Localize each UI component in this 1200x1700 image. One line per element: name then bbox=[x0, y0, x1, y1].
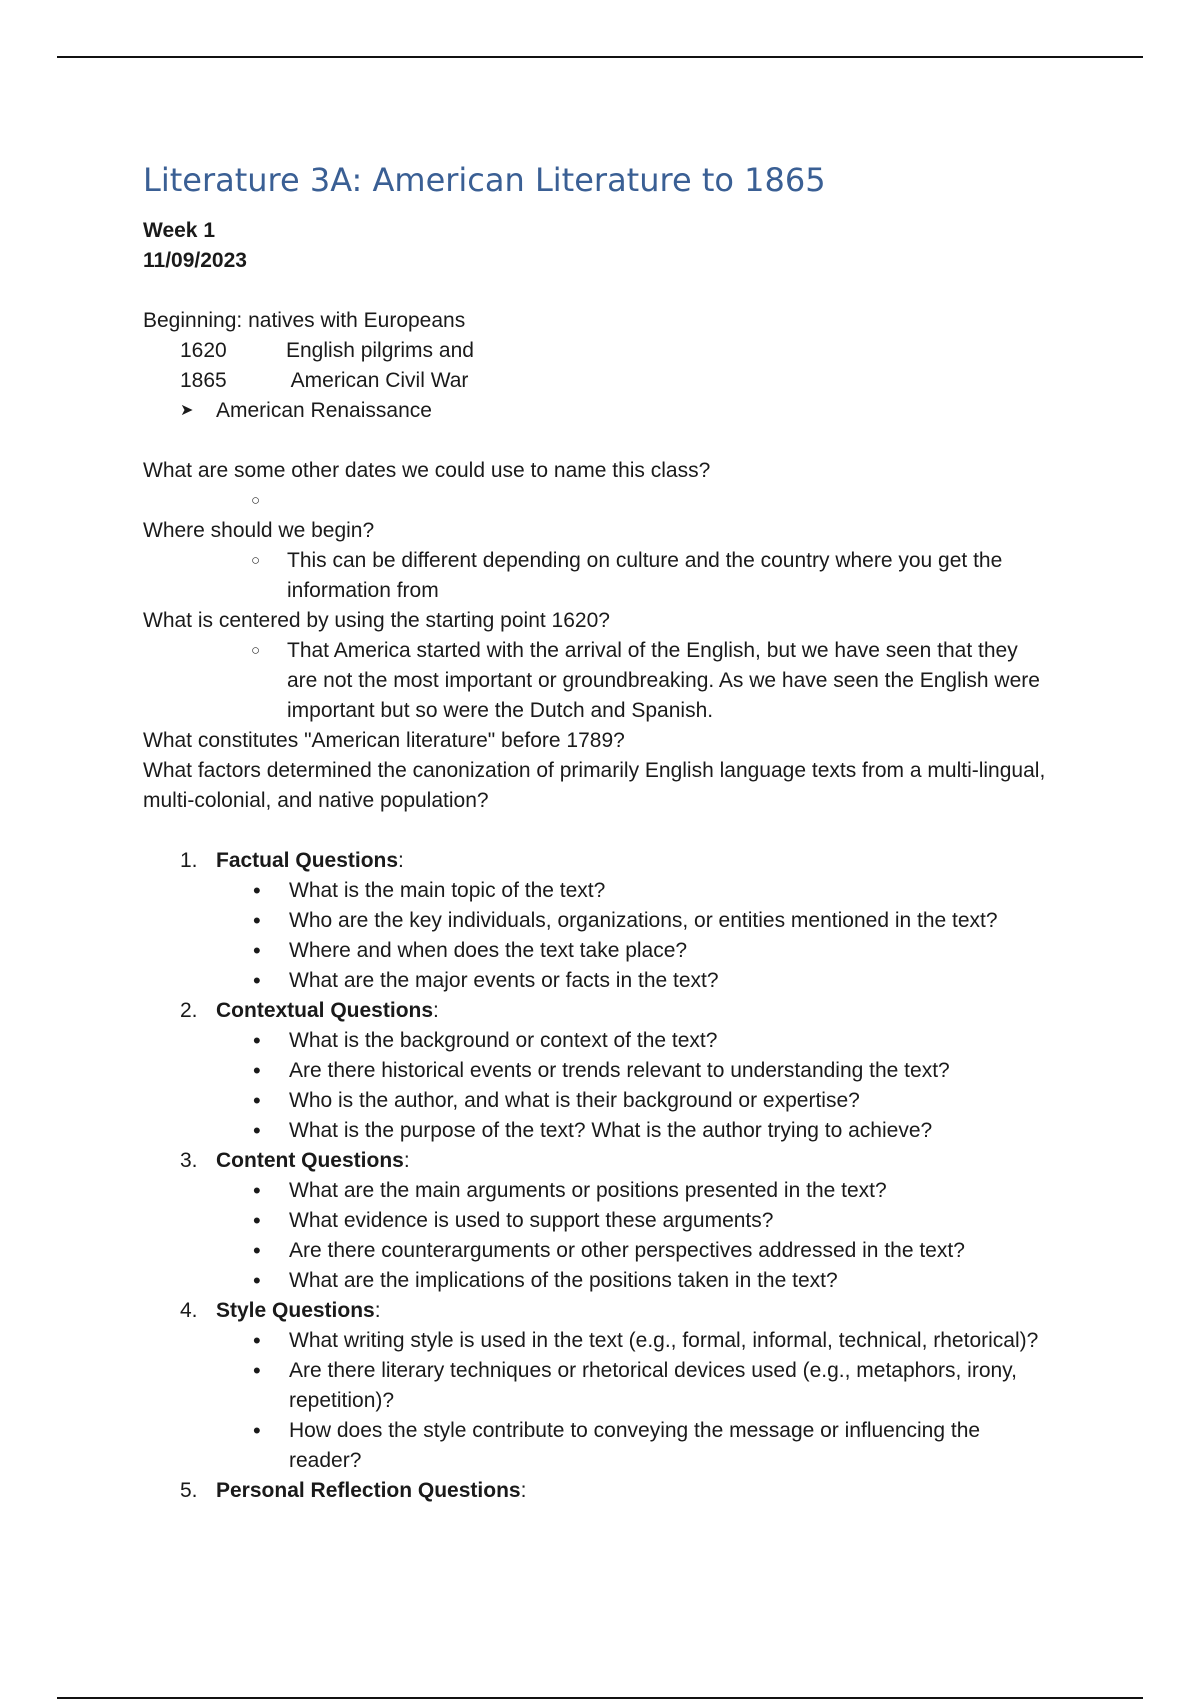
bullet-item bbox=[143, 1326, 1063, 1356]
bullet-text: Are there literary techniques or rhetorical devices used (e.g., metaphors, irony, repetition)? bbox=[289, 1359, 1017, 1412]
question-list bbox=[143, 456, 1063, 816]
sub-list-text: That America started with the arrival of the English, but we have seen that they are not the most important or groundbreaking. As we have seen the English were important but so were the Dutch and Spanish. bbox=[287, 639, 1040, 722]
category-colon: : bbox=[398, 849, 404, 872]
category-number: 4. bbox=[180, 1299, 198, 1322]
arrow-item-text: American Renaissance bbox=[216, 399, 432, 422]
bullet-item bbox=[143, 1176, 1063, 1206]
question-text: What factors determined the canonization of primarily English language texts from a multi-lingual, multi-colonial, and native population? bbox=[143, 759, 1046, 812]
bullet-item bbox=[143, 1026, 1063, 1056]
numbered-category bbox=[143, 1476, 1063, 1506]
bullet-text: How does the style contribute to conveying the message or influencing the reader? bbox=[289, 1419, 981, 1472]
sub-list-item bbox=[143, 546, 1063, 606]
week-label: Week 1 bbox=[143, 219, 215, 242]
bullet-dot-icon: • bbox=[253, 968, 261, 993]
numbered-category bbox=[143, 846, 1063, 876]
circle-bullet-icon: ○ bbox=[251, 492, 261, 509]
bullet-item bbox=[143, 966, 1063, 996]
arrow-bullet-icon: ➤ bbox=[180, 402, 194, 419]
bottom-rule bbox=[57, 1697, 1143, 1699]
bullet-text: Who are the key individuals, organizations, or entities mentioned in the text? bbox=[289, 909, 998, 932]
bullet-text: What are the implications of the positions taken in the text? bbox=[289, 1269, 838, 1292]
bullet-dot-icon: • bbox=[253, 1058, 261, 1083]
sub-list-item bbox=[143, 486, 1063, 516]
bullet-text: Are there counterarguments or other perspectives addressed in the text? bbox=[289, 1239, 965, 1262]
category-number: 1. bbox=[180, 849, 198, 872]
bullet-text: What evidence is used to support these arguments? bbox=[289, 1209, 774, 1232]
category-number: 5. bbox=[180, 1479, 198, 1502]
numbered-category bbox=[143, 1146, 1063, 1176]
timeline-event: American Civil War bbox=[286, 369, 469, 392]
numbered-category bbox=[143, 996, 1063, 1026]
bullet-dot-icon: • bbox=[253, 1358, 261, 1383]
bullet-dot-icon: • bbox=[253, 1208, 261, 1233]
question-text: What is centered by using the starting point 1620? bbox=[143, 609, 610, 632]
bullet-dot-icon: • bbox=[253, 908, 261, 933]
bullet-dot-icon: • bbox=[253, 1028, 261, 1053]
category-heading: Factual Questions bbox=[216, 849, 399, 872]
bullet-dot-icon: • bbox=[253, 1118, 261, 1143]
bullet-dot-icon: • bbox=[253, 878, 261, 903]
circle-bullet-icon: ○ bbox=[251, 552, 261, 569]
intro-beginning: Beginning: natives with Europeans bbox=[143, 309, 466, 332]
category-colon: : bbox=[433, 999, 439, 1022]
bullet-item bbox=[143, 1266, 1063, 1296]
timeline-year: 1865 bbox=[180, 369, 227, 392]
date-label: 11/09/2023 bbox=[143, 249, 247, 272]
bullet-dot-icon: • bbox=[253, 938, 261, 963]
sub-list-text bbox=[287, 486, 1047, 516]
bullet-text: What are the major events or facts in the text? bbox=[289, 969, 719, 992]
bullet-text: Are there historical events or trends relevant to understanding the text? bbox=[289, 1059, 950, 1082]
bullet-dot-icon: • bbox=[253, 1178, 261, 1203]
bullet-text: Who is the author, and what is their background or expertise? bbox=[289, 1089, 860, 1112]
category-number: 3. bbox=[180, 1149, 198, 1172]
timeline-row bbox=[143, 336, 1063, 366]
category-heading: Personal Reflection Questions bbox=[216, 1479, 521, 1502]
document-page bbox=[143, 160, 1063, 1506]
bullet-dot-icon: • bbox=[253, 1088, 261, 1113]
bullet-text: What is the main topic of the text? bbox=[289, 879, 606, 902]
arrow-list-item bbox=[143, 396, 1063, 426]
bullet-item bbox=[143, 1236, 1063, 1266]
bullet-text: What are the main arguments or positions presented in the text? bbox=[289, 1179, 887, 1202]
category-colon: : bbox=[374, 1299, 381, 1322]
bullet-item bbox=[143, 906, 1063, 936]
bullet-dot-icon: • bbox=[253, 1238, 261, 1263]
bullet-item bbox=[143, 1416, 1063, 1476]
sub-list-text: This can be different depending on culture and the country where you get the information from bbox=[287, 549, 1003, 602]
category-colon: : bbox=[403, 1149, 410, 1172]
timeline-row bbox=[143, 366, 1063, 396]
bullet-dot-icon: • bbox=[253, 1268, 261, 1293]
timeline-event: English pilgrims and bbox=[286, 339, 474, 362]
bullet-item bbox=[143, 1356, 1063, 1416]
page-title: Literature 3A: American Literature to 1865 bbox=[143, 161, 826, 199]
bullet-text: What is the purpose of the text? What is the author trying to achieve? bbox=[289, 1119, 933, 1142]
bullet-item bbox=[143, 1206, 1063, 1236]
category-list bbox=[143, 846, 1063, 1506]
bullet-item bbox=[143, 1056, 1063, 1086]
question-text: Where should we begin? bbox=[143, 519, 375, 542]
bullet-dot-icon: • bbox=[253, 1328, 261, 1353]
category-number: 2. bbox=[180, 999, 198, 1022]
category-colon: : bbox=[520, 1479, 527, 1502]
bullet-item bbox=[143, 936, 1063, 966]
bullet-text: What is the background or context of the text? bbox=[289, 1029, 718, 1052]
timeline-year: 1620 bbox=[180, 339, 227, 362]
question-text: What constitutes "American literature" before 1789? bbox=[143, 729, 625, 752]
bullet-dot-icon: • bbox=[253, 1418, 261, 1443]
bullet-text: What writing style is used in the text (e.g., formal, informal, technical, rhetorical)? bbox=[289, 1329, 1039, 1352]
bullet-text: Where and when does the text take place? bbox=[289, 939, 688, 962]
sub-list-item bbox=[143, 636, 1063, 726]
category-heading: Style Questions bbox=[216, 1299, 375, 1322]
question-text: What are some other dates we could use to name this class? bbox=[143, 459, 711, 482]
category-heading: Content Questions bbox=[216, 1149, 404, 1172]
category-heading: Contextual Questions bbox=[216, 999, 434, 1022]
numbered-category bbox=[143, 1296, 1063, 1326]
top-rule bbox=[57, 56, 1143, 58]
bullet-item bbox=[143, 1116, 1063, 1146]
bullet-item bbox=[143, 876, 1063, 906]
circle-bullet-icon: ○ bbox=[251, 642, 261, 659]
bullet-item bbox=[143, 1086, 1063, 1116]
